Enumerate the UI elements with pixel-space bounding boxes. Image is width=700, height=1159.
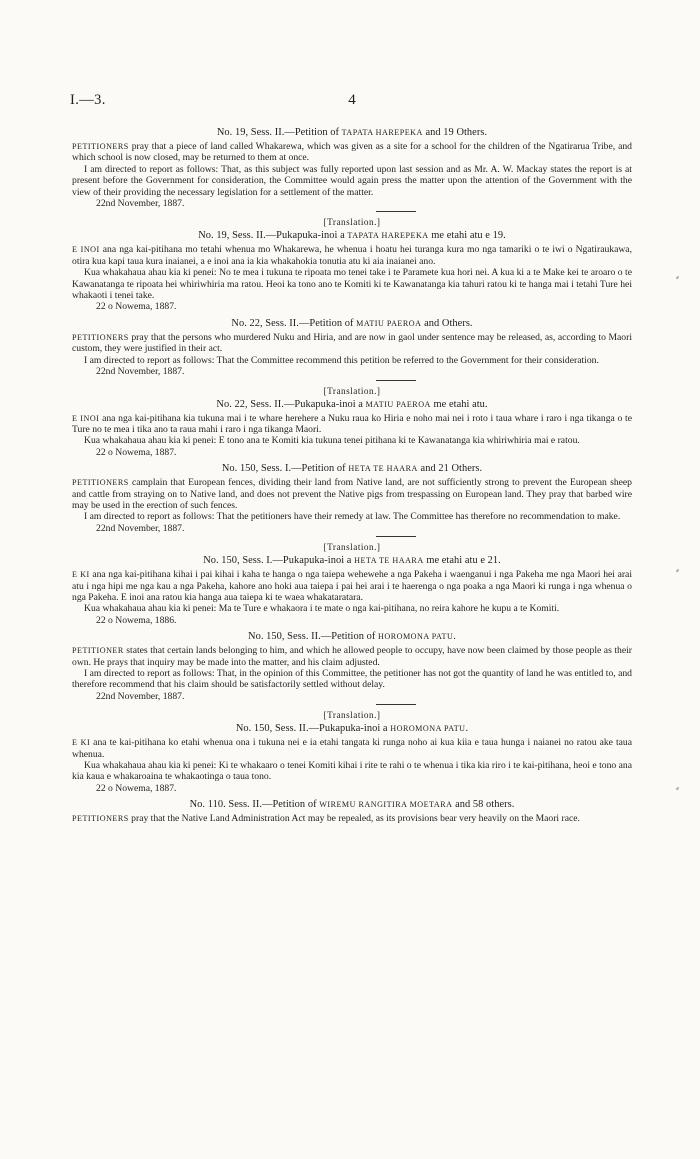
title-text: No. 19, Sess. II.—Petition of xyxy=(216,127,342,138)
petition-section xyxy=(72,709,632,794)
lead-word: PETITIONER xyxy=(72,646,124,656)
report-date: 22 o Nowema, 1887. xyxy=(96,782,177,794)
paper-reference: I.—3. xyxy=(70,92,106,108)
committee-report xyxy=(72,267,632,301)
petitioner-name: TAPATA HAREPEKA xyxy=(347,231,429,241)
paragraph-text: ana nga kai-pitihana mo tetahi whenua mo Whakarewa, he whenua i hoatu hei turanga kura mo nga tamariki o te iwi o Ngatiraukawa, otira kua kapi taua kura inaianei, a e inoi ana ia kia whakahokia tonutia atu ki aia inaianei ano. xyxy=(72,244,632,267)
petitioner-name: HOROMONA PATU xyxy=(378,632,454,642)
petition-prayer xyxy=(72,413,632,436)
paragraph-text: ana nga kai-pitihana kihai i pai kihai i kaha te hanga o nga taiepa wehewehe a nga Pakeha i waenganui i nga Pakeha me nga Maori hei arai atu i nga hipi me nga kau a nga Pakeha, kahore ano hoki aua taiepa i pai hei arai i te haerenga o nga poaka a nga Maori ki runga i nga whenua o nga Pakeha. E inoi ana ratou kia hanga aua taiepa ki te waea whakataratara. xyxy=(72,569,632,603)
paragraph-text: Kua whakahaua ahau kia ki penei: E tono ana te Komiti kia tukuna tenei pitihana ki te Kawanatanga kia whiriwhiria mai e ratou. xyxy=(84,435,580,447)
title-text: me etahi atu. xyxy=(430,398,488,410)
paragraph-text: states that certain lands belonging to him, and which he allowed people to occupy, have now been claimed by those people as their own. He prays that inquiry may be made into the matter, and his claim adjusted. xyxy=(72,645,632,668)
petition-title xyxy=(72,126,632,139)
petitioner-name: MATIU PAEROA xyxy=(365,399,431,409)
petition-prayer xyxy=(72,244,632,267)
lead-word: E INOI xyxy=(72,245,100,255)
paragraph-text: pray that the persons who murdered Nuku and Hiria, and are now in gaol under sentence may be released, as, according to Maori custom, they were justified in their act. xyxy=(72,331,632,355)
petition-prayer xyxy=(72,737,632,760)
petition-title xyxy=(72,462,632,475)
petition-prayer xyxy=(72,645,632,668)
title-text: No. 150, Sess. I.—Pukapuka-inoi a xyxy=(203,555,355,567)
short-rule xyxy=(376,536,416,537)
paragraph-text: I am directed to report as follows: That, as this subject was fully reported upon last session and as Mr. A. W. Mackay states the report is at present before the Government for consideration, the Committee would again press the matter upon the attention of the Government with the view of their providing the necessary legislation for a settlement of the matter. xyxy=(72,163,632,198)
paragraph-text: Kua whakahaua ahau kia ki penei: No te mea i tukuna te ripoata mo tenei take i te Paramete kua hori nei. A kua ki a te Make kei te aroaro o te Kawanatanga te ripoata hei whiriwhiria ma ratou. Heoi ka tono ano te Komiti ki te Kawanatanga kia tahuri ratou ki te hanga mai i tetahi Ture hei whakaoti i tenei take. xyxy=(72,267,632,302)
translation-label: [Translation.] xyxy=(323,542,381,553)
petition-title xyxy=(72,630,632,643)
lead-word: E KI xyxy=(72,570,90,580)
petition-prayer xyxy=(72,141,632,164)
petition-section xyxy=(72,216,632,312)
paragraph-text: Kua whakahaua ahau kia ki penei: Ki te whakaaro o tenei Komiti kihai i rite te rahi o te whenua i tika kia riro i te kai-pitihana, heoi e tono ana kia kaua e whakaroaina te whakaotinga o taua tono. xyxy=(72,760,632,783)
committee-report xyxy=(72,435,632,446)
petitioner-name: MATIU PAEROA xyxy=(356,318,422,328)
petition-title xyxy=(72,317,632,330)
paragraph-text: pray that the Native Land Administration Act may be repealed, as its provisions bear very heavily on the Maori race. xyxy=(128,813,580,825)
paragraph-text: I am directed to report as follows: That, in the opinion of this Committee, the petitioner has not got the quantity of land he was entitled to, and therefore recommend that his claim should be satisfactorily settled without delay. xyxy=(72,668,632,691)
petition-section xyxy=(72,798,632,824)
title-text: No. 22, Sess. II.—Petition of xyxy=(231,317,357,329)
committee-report xyxy=(72,668,632,691)
petition-prayer xyxy=(72,569,632,603)
report-date: 22 o Nowema, 1886. xyxy=(96,614,177,626)
title-text: and 21 Others. xyxy=(417,463,483,475)
report-date: 22 o Nowema, 1887. xyxy=(96,301,177,313)
margin-mark: ⸗ xyxy=(676,783,679,793)
margin-mark: ⸗ xyxy=(676,565,679,575)
committee-report xyxy=(72,760,632,783)
petition-prayer xyxy=(72,813,632,824)
report-date: 22nd November, 1887. xyxy=(96,690,185,702)
title-text: No. 22, Sess. II.—Pukapuka-inoi a xyxy=(216,398,366,410)
committee-report xyxy=(72,603,632,614)
short-rule xyxy=(376,704,416,705)
petition-title xyxy=(72,554,632,567)
petitioner-name: HETA TE HAARA xyxy=(354,556,424,566)
petition-section xyxy=(72,541,632,626)
title-text: No. 150, Sess. II.—Petition of xyxy=(248,631,379,643)
lead-word: PETITIONERS xyxy=(72,478,129,488)
short-rule xyxy=(376,211,416,212)
lead-word: PETITIONERS xyxy=(72,142,129,151)
translation-label: [Translation.] xyxy=(323,217,381,228)
title-text: me etahi atu e 19. xyxy=(428,230,506,242)
title-text: No. 19, Sess. II.—Pukapuka-inoi a xyxy=(198,230,348,242)
title-text: . xyxy=(453,631,456,643)
paragraph-text: pray that a piece of land called Whakarewa, which was given as a site for a school for the children of the Ngatirarua Tribe, and which school is now closed, may be returned to them at once. xyxy=(72,141,632,164)
page-header xyxy=(72,92,632,114)
petition-section xyxy=(72,126,632,212)
paragraph-text: ana nga kai-pitihana kia tukuna mai i te whare herehere a Nuku raua ko Hiria e noho mai nei i roto i taua whare i raro i nga tikanga o te Ture no te mea i tika ano ta raua mahi i raro i nga tikanga Maori. xyxy=(72,412,632,435)
petition-title xyxy=(72,722,632,735)
report-date: 22nd November, 1887. xyxy=(96,522,185,534)
page-number: 4 xyxy=(348,92,356,108)
paragraph-text: I am directed to report as follows: That the Committee recommend this petition be referred to the Government for their consideration. xyxy=(84,354,599,366)
petition-title xyxy=(72,798,632,811)
committee-report xyxy=(72,164,632,198)
paragraph-text: ana te kai-pitihana ko etahi whenua ona i tukuna nei e ia etahi tangata ki runga noho ai kua kiia e taua hunga i naianei no ratou ake taua whenua. xyxy=(72,737,632,760)
document-page xyxy=(72,92,632,829)
petition-section xyxy=(72,630,632,705)
petition-title xyxy=(72,398,632,411)
lead-word: PETITIONERS xyxy=(72,332,129,342)
petition-prayer xyxy=(72,332,632,355)
petition-section xyxy=(72,317,632,381)
lead-word: E INOI xyxy=(72,413,100,423)
report-date: 22nd November, 1887. xyxy=(96,198,185,210)
report-date: 22nd November, 1887. xyxy=(96,366,185,378)
translation-label: [Translation.] xyxy=(323,710,381,721)
title-text: and 58 others. xyxy=(452,799,515,811)
report-date: 22 o Nowema, 1887. xyxy=(96,446,177,458)
petitioner-name: TAPATA HAREPEKA xyxy=(341,128,423,137)
short-rule xyxy=(376,380,416,381)
petition-prayer xyxy=(72,477,632,511)
petition-sections xyxy=(72,126,632,825)
title-text: and Others. xyxy=(421,317,473,329)
committee-report xyxy=(72,511,632,522)
title-text: No. 150, Sess. II.—Pukapuka-inoi a xyxy=(235,723,391,735)
petitioner-name: WIREMU RANGITIRA MOETARA xyxy=(319,800,453,810)
committee-report xyxy=(72,355,632,366)
paragraph-text: camplain that European fences, dividing their land from Native land, are not sufficiently strong to prevent the European sheep and cattle from straying on to Native land, and does not prevent the Native pigs from trespassing on European land. They pray that barbed wire may be used in the erection of such fences. xyxy=(72,477,632,511)
margin-mark: ⸗ xyxy=(676,272,679,282)
petition-title xyxy=(72,229,632,242)
paragraph-text: I am directed to report as follows: That the petitioners have their remedy at law. The Committee has therefore no recommendation to make. xyxy=(84,511,621,523)
title-text: me etahi atu e 21. xyxy=(423,555,501,567)
lead-word: E KI xyxy=(72,738,91,748)
title-text: and 19 Others. xyxy=(422,127,488,138)
translation-label: [Translation.] xyxy=(323,385,381,396)
lead-word: PETITIONERS xyxy=(72,814,129,824)
title-text: . xyxy=(465,723,469,735)
title-text: No. 110. Sess. II.—Petition of xyxy=(189,799,320,811)
petition-section xyxy=(72,462,632,537)
paragraph-text: Kua whakahaua ahau kia ki penei: Ma te Ture e whakaora i te mate o nga kai-pitihana, no reira kahore he kupu a te Komiti. xyxy=(84,603,560,615)
petitioner-name: HETA TE HAARA xyxy=(348,464,418,474)
title-text: No. 150, Sess. I.—Petition of xyxy=(221,463,349,475)
petition-section xyxy=(72,385,632,459)
petitioner-name: HOROMONA PATU xyxy=(390,724,466,734)
